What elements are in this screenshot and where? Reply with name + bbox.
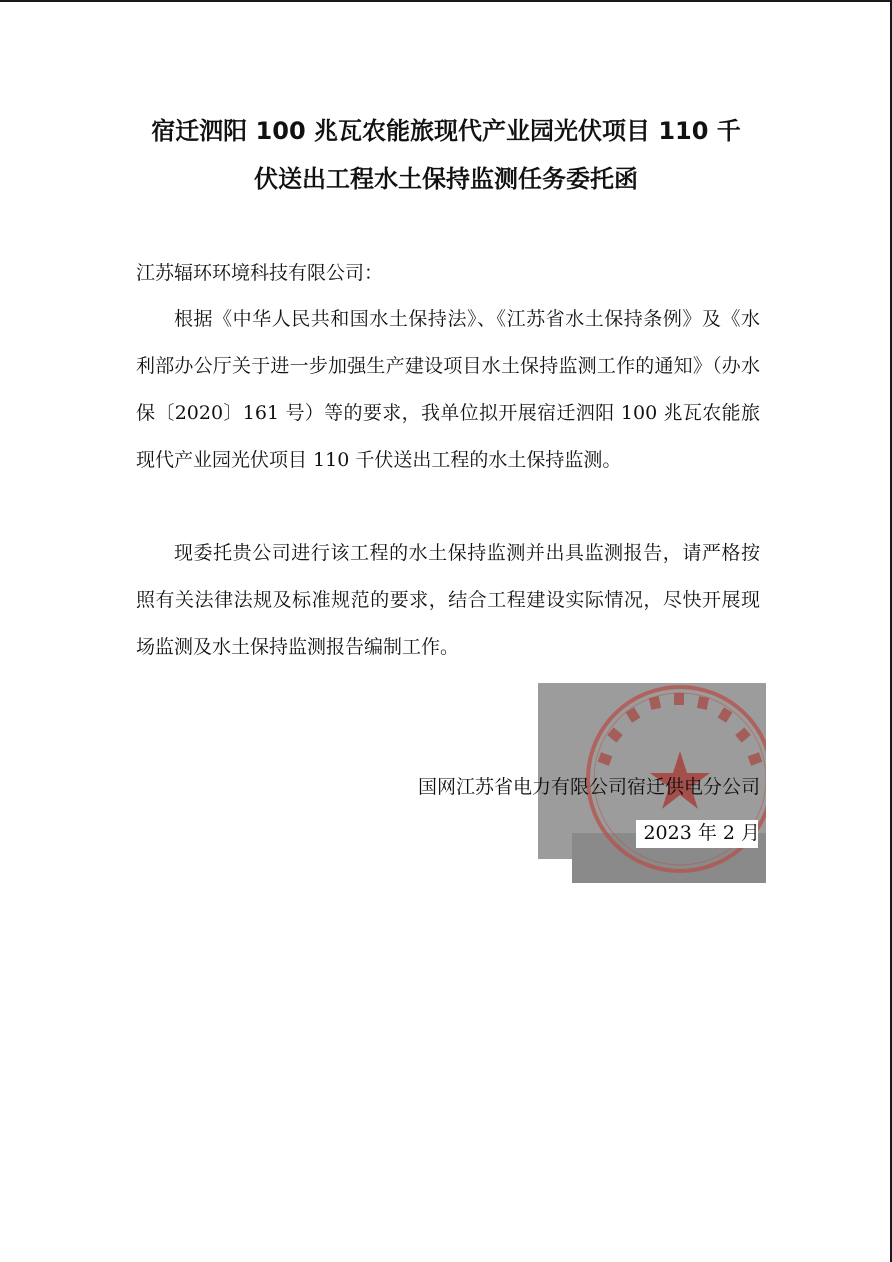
page-top-border: [0, 0, 892, 2]
addressee: 江苏辐环环境科技有限公司：: [136, 262, 384, 284]
body-paragraph-1: 根据《中华人民共和国水土保持法》、《江苏省水土保持条例》及《水利部办公厅关于进一步加强生产建设项目水土保持监测工作的通知》（办水保〔2020〕161 号）等的要求，我单位拟开展宿迁泗阳 100 兆瓦农能旅现代产业园光伏项目 110 千伏送出工程的水土保持监测。: [136, 308, 760, 471]
signature-date: 2023 年 2 月: [643, 822, 760, 844]
document-title-line-2: 伏送出工程水土保持监测任务委托函: [254, 165, 638, 193]
document-title-line-1: 宿迁泗阳 100 兆瓦农能旅现代产业园光伏项目 110 千: [151, 117, 741, 145]
signatory-company: 国网江苏省电力有限公司宿迁供电分公司: [417, 776, 760, 798]
body-paragraph-2: 现委托贵公司进行该工程的水土保持监测并出具监测报告，请严格按照有关法律法规及标准规范的要求，结合工程建设实际情况，尽快开展现场监测及水土保持监测报告编制工作。: [136, 542, 760, 658]
